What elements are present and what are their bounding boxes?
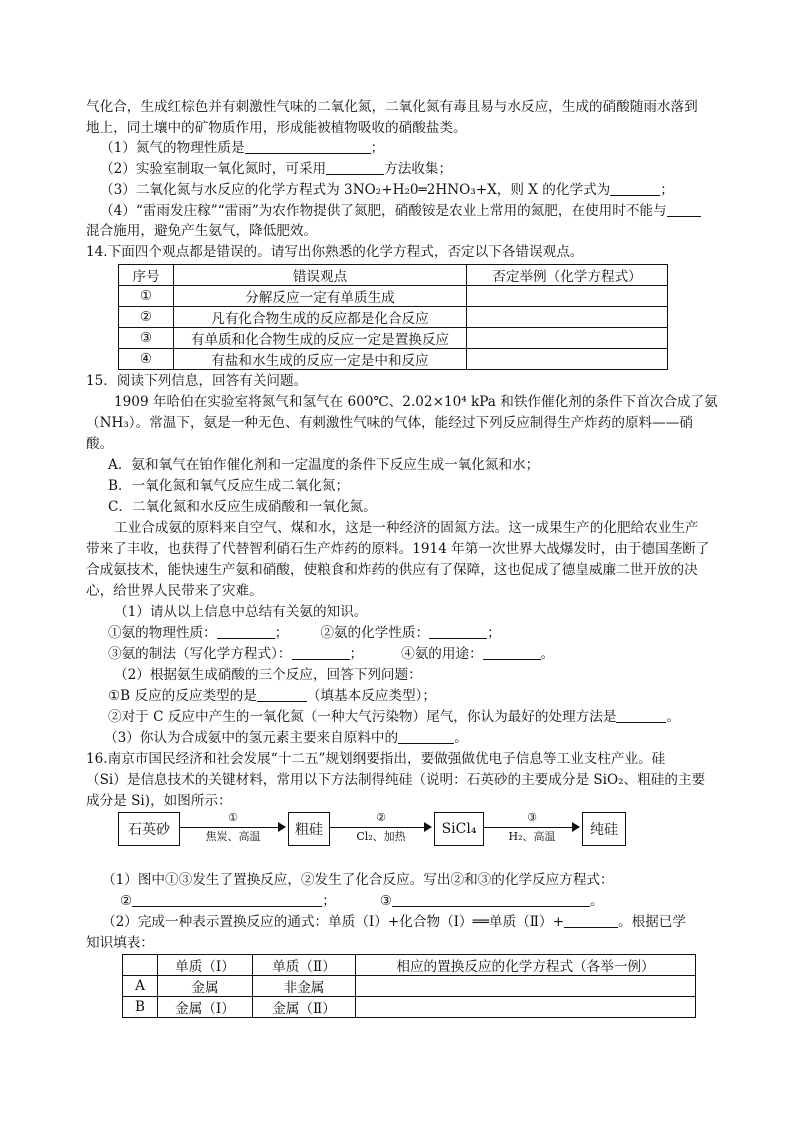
table-header-cell: 单质（Ⅰ） [158, 955, 253, 976]
sub-question-line [120, 892, 704, 911]
step-label: ③ [527, 811, 537, 824]
sub-question-line [108, 708, 704, 727]
table-cell: B [123, 997, 158, 1018]
paragraph-line: 成分是 Si)，如图所示： [86, 793, 232, 809]
question-16-title: 16.南京市国民经济和社会发展“十二五”规划纲要指出，要做强做优电子信息等工业支柱产业。硅 [86, 751, 666, 767]
answer-blank[interactable] [616, 708, 666, 723]
question-text: ； [322, 893, 336, 909]
sub-question: （1）图中①③发生了置换反应，②发生了化合反应。写出②和③的化学反应方程式： [102, 872, 614, 888]
table-cell: 凡有化合物生成的反应都是化合反应 [174, 307, 467, 328]
paragraph-line: 酸。 [86, 436, 114, 452]
flow-arrow-1 [180, 812, 286, 844]
sub-question: （2）根据氨生成硝酸的三个反应，回答下列问题： [114, 667, 422, 683]
table-cell: 分解反应一定有单质生成 [174, 286, 467, 307]
question-13-3 [100, 181, 704, 200]
answer-blank[interactable] [245, 139, 371, 154]
question-15-title: 15．阅读下列信息，回答有关问题。 [86, 373, 308, 389]
answer-cell[interactable] [467, 328, 668, 349]
question-text: （2）实验室制取一氧化氮时，可采用 [100, 161, 327, 177]
paragraph-line: （Si）是信息技术的关键材料，常用以下方法制得纯硅（说明：石英砂的主要成分是 SiO₂、粗硅的主要 [86, 772, 706, 788]
sub-question: （1）请从以上信息中总结有关氨的知识。 [114, 604, 368, 620]
question-text: ② [120, 893, 133, 909]
answer-cell[interactable] [467, 307, 668, 328]
flow-box-pure-silicon: 纯硅 [582, 812, 626, 846]
flow-arrow-3 [484, 812, 580, 844]
answer-blank[interactable] [217, 624, 275, 639]
table-row [119, 328, 668, 349]
answer-blank[interactable] [429, 624, 487, 639]
answer-blank[interactable] [132, 892, 322, 907]
question-text: ； [660, 182, 674, 198]
paragraph-line: 带来了丰收，也获得了代替智利硝石生产炸药的原料。1914 年第一次世界大战爆发时，由于德国垄断了 [86, 541, 710, 557]
answer-cell[interactable] [467, 349, 668, 370]
table-cell: 非金属 [253, 976, 356, 997]
table-cell: ② [119, 307, 174, 328]
table-cell: ④ [119, 349, 174, 370]
answer-blank[interactable] [257, 687, 307, 702]
flow-arrow-2 [330, 812, 432, 844]
error-views-table [118, 264, 668, 370]
question-text: 。 [540, 646, 555, 662]
reaction-b: B．一氧化氮和氧气反应生成二氧化氮； [108, 478, 350, 494]
question-text: （3）你认为合成氨中的氢元素主要来自原料中的 [104, 730, 399, 746]
paragraph-line: （NH₃）。常温下，氨是一种无色、有刺激性气味的气体，能经过下列反应制得生产炸药的原料——硝 [86, 415, 693, 431]
sub-question-line [108, 687, 704, 706]
table-row [119, 286, 668, 307]
question-14-title: 14.下面四个观点都是错误的。请写出你熟悉的化学方程式，否定以下各错误观点。 [86, 244, 584, 260]
question-text: ②氨的化学性质： [320, 625, 430, 641]
paragraph-line: 合成氨技术，能快速生产氨和硝酸，使粮食和炸药的供应有了保障，这也促成了德皇威廉二世开放的决 [86, 562, 698, 578]
answer-blank[interactable] [292, 645, 350, 660]
question-text: ； [370, 140, 385, 156]
displacement-reaction-table [122, 954, 696, 1018]
answer-cell[interactable] [356, 976, 696, 997]
question-text: ②对于 C 反应中产生的一氧化氮（一种大气污染物）尾气，你认为最好的处理方法是 [108, 709, 617, 725]
table-row [123, 997, 696, 1018]
sub-question-line [104, 729, 704, 748]
question-text: 。 [454, 730, 468, 746]
flow-box-crude-silicon: 粗硅 [288, 812, 330, 846]
question-text: （1）氮气的物理性质是 [100, 140, 245, 156]
question-text: 。 [666, 709, 681, 725]
table-header-cell [123, 955, 158, 976]
table-header-row [123, 955, 696, 976]
paragraph-line: 工业合成氨的原料来自空气、煤和水，这是一种经济的固氮方法。这一成果生产的化肥给农业生产 [114, 520, 699, 536]
flow-box-sicl4: SiCl₄ [434, 812, 484, 846]
sub-question-line [108, 645, 704, 664]
table-row [123, 976, 696, 997]
silicon-process-diagram [114, 812, 634, 848]
table-cell: 金属（Ⅰ） [158, 997, 253, 1018]
paragraph-line: 心，给世界人民带来了灾难。 [86, 583, 263, 599]
table-row [119, 307, 668, 328]
table-row [119, 349, 668, 370]
flow-box-quartz-sand: 石英砂 [118, 812, 180, 846]
table-header-cell: 否定举例（化学方程式） [467, 265, 668, 286]
question-13-1 [100, 139, 704, 158]
text-line: 混合施用，避免产生氨气，降低肥效。 [86, 223, 318, 239]
question-text: ； [349, 646, 364, 662]
text-line: 气化合，生成红棕色并有刺激性气味的二氧化氮，二氧化氮有毒且易与水反应，生成的硝酸随雨水落到 [86, 99, 698, 115]
answer-blank[interactable] [326, 160, 384, 175]
question-text: 。 [589, 893, 604, 909]
table-header-cell: 错误观点 [174, 265, 467, 286]
reaction-c: C．二氧化氮和水反应生成硝酸和一氧化氮。 [108, 499, 377, 515]
answer-cell[interactable] [467, 286, 668, 307]
question-text: ①B 反应的反应类型的是 [108, 688, 257, 704]
step-condition: 焦炭、高温 [205, 830, 261, 843]
answer-blank[interactable] [667, 202, 701, 217]
question-text: ④氨的用途： [401, 646, 483, 662]
sub-question-line [108, 624, 704, 643]
paragraph-line: 1909 年哈伯在实验室将氮气和氢气在 600℃、2.02×10⁴ kPa 和铁作催化剂的条件下首次合成了氨 [114, 394, 718, 410]
question-13-4 [100, 202, 704, 221]
step-label: ② [376, 811, 386, 824]
table-header-row [119, 265, 668, 286]
sub-question-line [102, 913, 704, 932]
table-cell: 金属（Ⅱ） [253, 997, 356, 1018]
paragraph-line: 知识填表： [86, 935, 154, 951]
answer-blank[interactable] [398, 729, 454, 744]
answer-cell[interactable] [356, 997, 696, 1018]
table-header-cell: 相应的置换反应的化学方程式（各举一例） [356, 955, 696, 976]
step-label: ① [228, 811, 238, 824]
question-text: （3）二氧化氮与水反应的化学方程式为 3NO₂+H₂0═2HNO₃+X，则 X 的化学式为 [100, 182, 611, 198]
answer-blank[interactable] [483, 645, 541, 660]
table-cell: ① [119, 286, 174, 307]
table-cell: A [123, 976, 158, 997]
table-header-cell: 序号 [119, 265, 174, 286]
step-condition: H₂、高温 [508, 830, 556, 843]
answer-blank[interactable] [610, 181, 660, 196]
question-13-2 [100, 160, 704, 179]
answer-blank[interactable] [392, 892, 590, 907]
table-cell: ③ [119, 328, 174, 349]
question-text: 。根据已学 [618, 914, 686, 930]
question-text: ③ [379, 893, 392, 909]
question-text: （4）“雷雨发庄稼”“雷雨”为农作物提供了氮肥，硝酸铵是农业上常用的氮肥，在使用时不能与 [100, 203, 667, 219]
question-text: ③氨的制法（写化学方程式）： [108, 646, 292, 662]
table-cell: 有盐和水生成的反应一定是中和反应 [174, 349, 467, 370]
reaction-a: A．氨和氧气在铂作催化剂和一定温度的条件下反应生成一氧化氮和水； [108, 457, 540, 473]
question-text: ； [274, 625, 289, 641]
question-text: ； [487, 625, 501, 641]
table-cell: 金属 [158, 976, 253, 997]
table-cell: 有单质和化合物生成的反应一定是置换反应 [174, 328, 467, 349]
text-line: 地上，同土壤中的矿物质作用，形成能被植物吸收的硝酸盐类。 [86, 120, 467, 136]
question-text: ①氨的物理性质： [108, 625, 217, 641]
question-text: （2）完成一种表示置换反应的通式：单质（Ⅰ）+化合物（Ⅰ）══单质（Ⅱ）+ [102, 914, 564, 930]
table-header-cell: 单质（Ⅱ） [253, 955, 356, 976]
answer-blank[interactable] [564, 913, 618, 928]
step-condition: Cl₂、加热 [356, 830, 406, 843]
question-text: （填基本反应类型）； [306, 688, 436, 704]
question-text: 方法收集； [384, 161, 453, 177]
